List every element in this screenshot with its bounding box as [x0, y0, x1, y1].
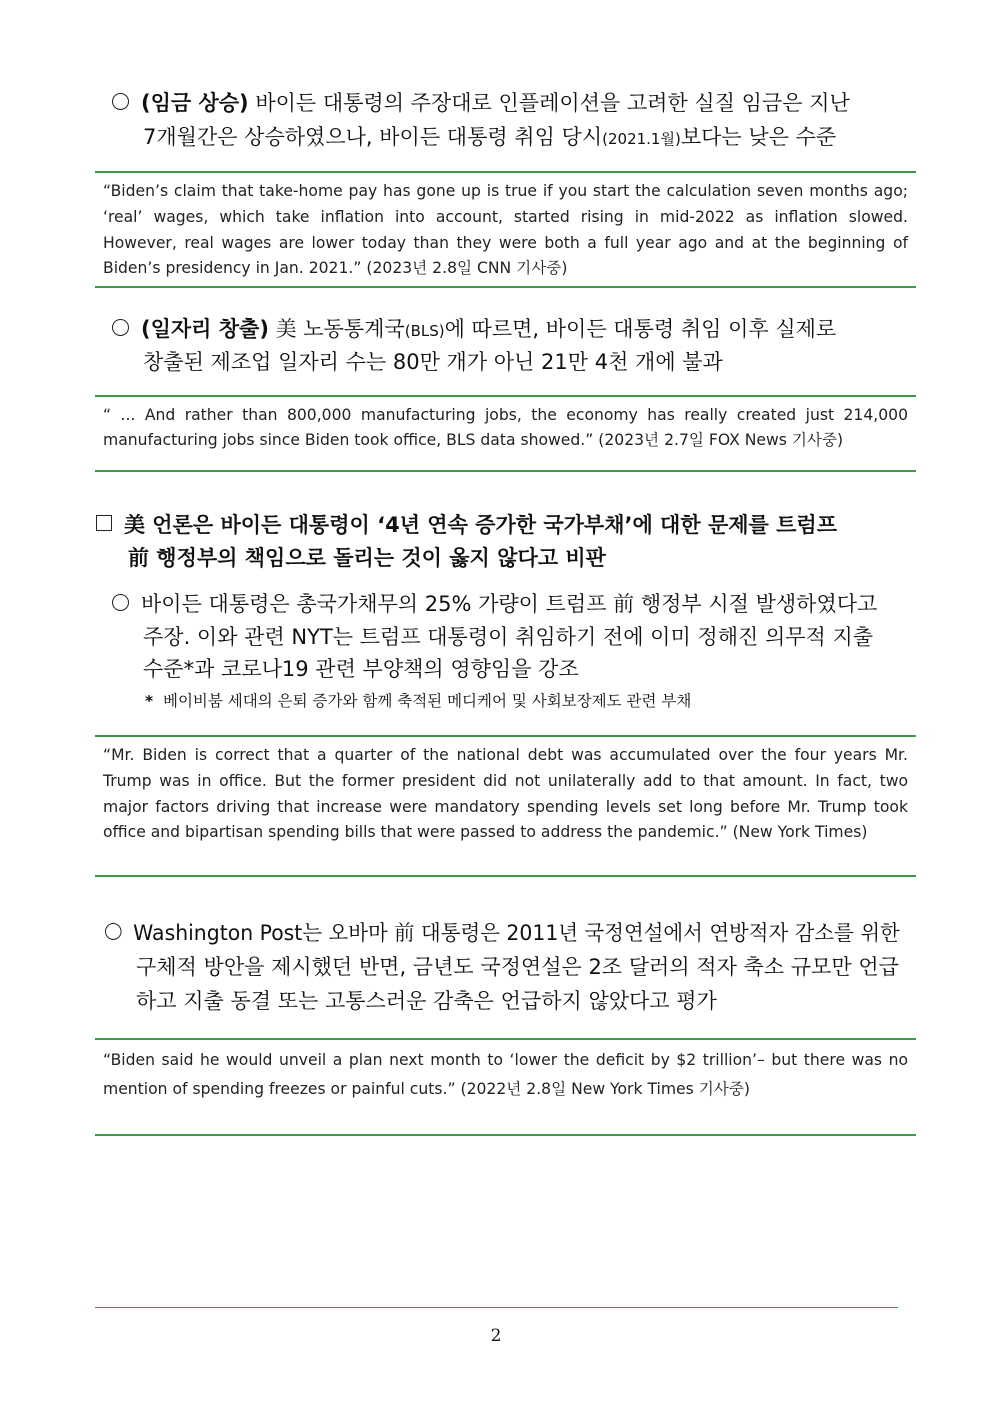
keyword-jobs: (일자리 창출): [141, 317, 269, 341]
section-heading-debt-line2: [128, 542, 606, 574]
keyword-wage: (임금 상승): [141, 91, 249, 115]
circle-bullet-icon: [112, 93, 129, 110]
quote-text: “ ... And rather than 800,000 manufacturing jobs, the economy has really created just 214,000 manufacturing jobs since Biden took office, BLS data showed.” (2023년 2.7일 FOX News 기사중): [103, 406, 908, 449]
bullet-debt-line1: [112, 588, 877, 620]
quote-text: “Mr. Biden is correct that a quarter of the national debt was accumulated over the four years Mr. Trump was in office. But the former president did not unilaterally add to that amount. In fact, two major factors driving that increase were mandatory spending levels set long before Mr. Trump took office and bipartisan spending bills that were passed to address the pandemic.” (New York Times): [103, 746, 908, 842]
bullet-text: 美 노동통계국: [268, 317, 405, 341]
square-bullet-icon: [96, 515, 112, 531]
bullet-text: 바이든 대통령은 총국가채무의 25% 가량이 트럼프 前 행정부 시절 발생하였다고: [141, 592, 878, 616]
heading-text: 前 행정부의 책임으로 돌리는 것이 옳지 않다고 비판: [128, 546, 606, 570]
bullet-debt-line2: [143, 621, 873, 653]
footer-divider: [95, 1307, 898, 1308]
quote-text: “Biden said he would unveil a plan next month to ‘lower the deficit by $2 trillion’– but there was no mention of spending freezes or painful cuts.” (2022년 2.8일 New York Times 기사중): [103, 1051, 908, 1098]
circle-bullet-icon: [105, 923, 122, 940]
quote-text: “Biden’s claim that take-home pay has gone up is true if you start the calculation seven months ago; ‘real’ wages, which take inflation into account, started rising in mid-2022 as inflation slowed. However, real wages are lower today than they were both a full year ago and at the beginning of Biden’s presidency in Jan. 2021.” (2023년 2.8일 CNN 기사중): [103, 182, 908, 278]
bullet-wapo-line2: [136, 951, 899, 983]
quote-box-nyt-2: [95, 1038, 916, 1136]
circle-bullet-icon: [112, 594, 129, 611]
bullet-text: 7개월간은 상승하였으나, 바이든 대통령 취임 당시: [143, 125, 603, 149]
section-heading-debt-line1: [96, 509, 837, 541]
page-number: 2: [490, 1326, 502, 1346]
bullet-text: 보다는 낮은 수준: [680, 125, 837, 149]
footnote-mark: *: [145, 692, 154, 710]
footnote-text: 베이비붐 세대의 은퇴 증가와 함께 축적된 메디케어 및 사회보장제도 관련 부채: [162, 692, 692, 710]
bullet-small-text: (BLS): [404, 322, 445, 340]
bullet-jobs-line2: [143, 346, 723, 378]
circle-bullet-icon: [112, 319, 129, 336]
bullet-wapo-line1: [105, 917, 900, 949]
bullet-text: 수준*과 코로나19 관련 부양책의 영향임을 강조: [143, 657, 579, 681]
bullet-wage-line2: [143, 121, 836, 155]
quote-box-cnn: [95, 171, 916, 288]
bullet-debt-line3: [143, 653, 579, 685]
quote-box-fox: [95, 395, 916, 472]
bullet-jobs-line1: [112, 313, 836, 347]
bullet-text: 주장. 이와 관련 NYT는 트럼프 대통령이 취임하기 전에 이미 정해진 의무적 지출: [143, 625, 874, 649]
bullet-wage-line1: [112, 87, 850, 119]
heading-text: 美 언론은 바이든 대통령이 ‘4년 연속 증가한 국가부채’에 대한 문제를 트럼프: [124, 513, 837, 537]
quote-box-nyt: [95, 735, 916, 877]
bullet-text: 하고 지출 동결 또는 고통스러운 감축은 언급하지 않았다고 평가: [136, 989, 717, 1013]
bullet-wapo-line3: [136, 985, 717, 1017]
bullet-text: 창출된 제조업 일자리 수는 80만 개가 아닌 21만 4천 개에 불과: [143, 350, 723, 374]
bullet-text: 에 따르면, 바이든 대통령 취임 이후 실제로: [444, 317, 837, 341]
footnote: [145, 689, 691, 713]
bullet-text: Washington Post는 오바마 前 대통령은 2011년 국정연설에서 연방적자 감소를 위한: [133, 921, 900, 945]
bullet-small-text: (2021.1월): [602, 130, 681, 148]
bullet-text: 바이든 대통령의 주장대로 인플레이션을 고려한 실질 임금은 지난: [248, 91, 850, 115]
bullet-text: 구체적 방안을 제시했던 반면, 금년도 국정연설은 2조 달러의 적자 축소 규모만 언급: [136, 955, 899, 979]
